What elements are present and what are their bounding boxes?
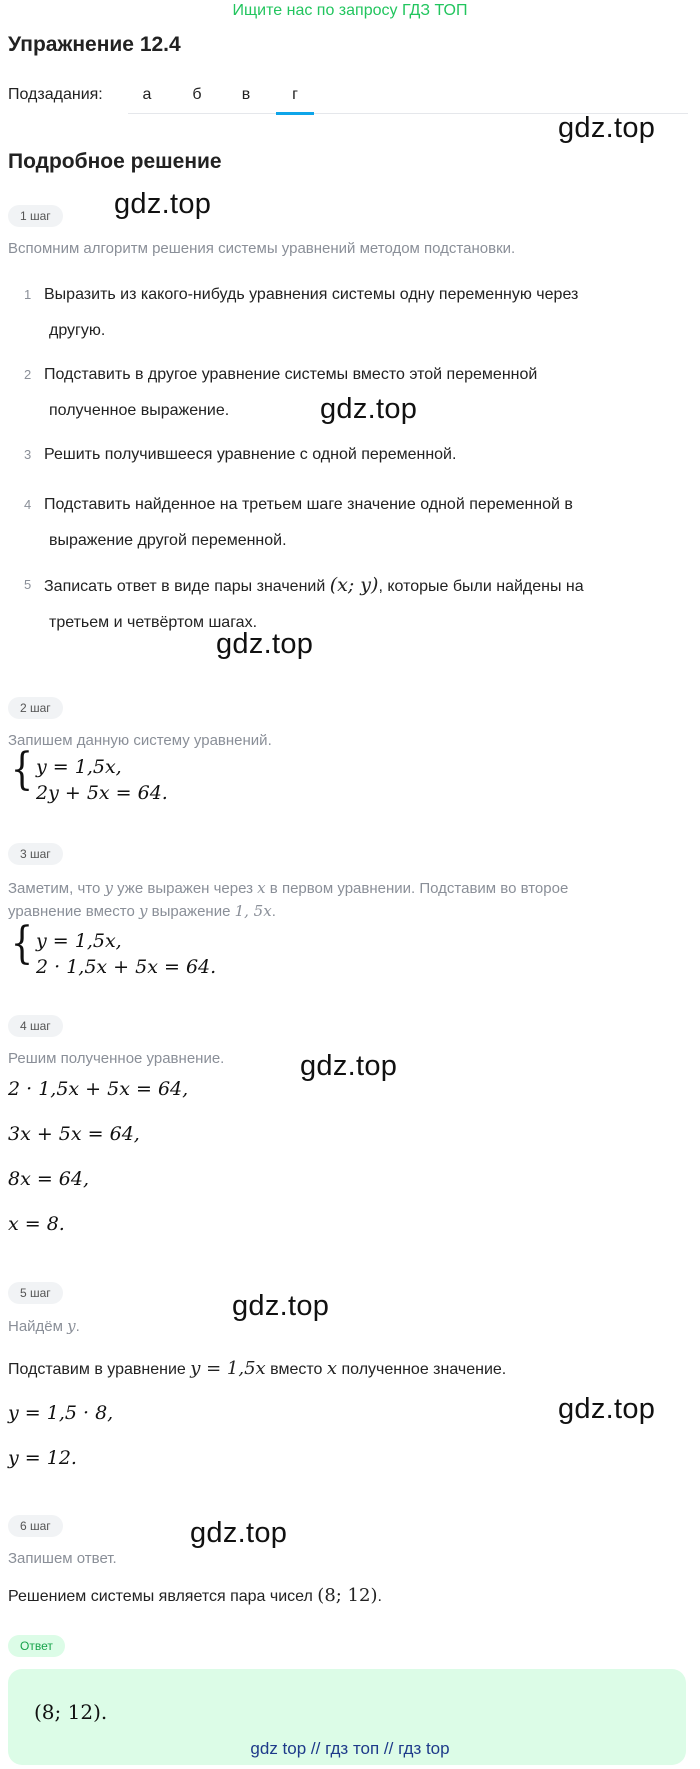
list-number: 1	[24, 287, 32, 302]
subtask-tab-v[interactable]: в	[241, 86, 251, 103]
answer-badge: Ответ	[8, 1635, 65, 1657]
list-item: Подставить в другое уравнение системы вместо этой переменной полученное выражение.	[44, 366, 538, 419]
watermark: gdz.top	[320, 393, 418, 425]
subtask-tab-g[interactable]: г	[292, 86, 298, 103]
step-note: уравнение вместо y выражение 1, 5x.	[8, 902, 276, 920]
step-note: Найдём y.	[8, 1317, 80, 1335]
watermark: gdz.top	[232, 1290, 330, 1322]
subtask-tab-b[interactable]: б	[192, 86, 202, 103]
step-badge: 5 шаг	[8, 1282, 63, 1304]
step-badge: 1 шаг	[8, 205, 63, 227]
list-item: Записать ответ в виде пары значений (x; y), которые были найдены на третьем и четвёртом шагах.	[44, 574, 584, 631]
watermark: gdz.top	[216, 628, 314, 660]
page-title: Упражнение 12.4	[8, 33, 181, 56]
step-badge: 3 шаг	[8, 843, 63, 865]
brace-icon: {	[10, 918, 34, 969]
watermark: gdz.top	[300, 1050, 398, 1082]
list-number: 4	[24, 497, 32, 512]
footer-links[interactable]: gdz top // гдз топ // гдз top	[250, 1739, 450, 1758]
watermark: gdz.top	[558, 112, 656, 144]
list-number: 3	[24, 447, 32, 462]
equation-system: { y = 1,5x, 2 · 1,5x + 5x = 64.	[10, 918, 217, 978]
list-item: Решить получившееся уравнение с одной переменной.	[44, 446, 457, 463]
watermark: gdz.top	[190, 1517, 288, 1549]
step-note: Запишем данную систему уравнений.	[8, 732, 272, 749]
solution-heading: Подробное решение	[8, 150, 222, 173]
top-banner[interactable]: Ищите нас по запросу ГДЗ ТОП	[232, 2, 468, 19]
step-note: Запишем ответ.	[8, 1550, 117, 1567]
list-number: 2	[24, 367, 32, 382]
list-item: Выразить из какого-нибудь уравнения системы одну переменную через другую.	[44, 286, 579, 339]
equation-line: y = 1,5 · 8,	[8, 1402, 114, 1424]
subtasks-label: Подзадания:	[8, 86, 103, 103]
list-number: 5	[24, 577, 32, 592]
equation-line: x = 8.	[8, 1213, 65, 1235]
equation-line: 8x = 64,	[8, 1168, 90, 1190]
list-item: Подставить найденное на третьем шаге значение одной переменной в выражение другой переменной.	[44, 496, 573, 549]
equation-line: 2 · 1,5x + 5x = 64,	[8, 1078, 189, 1100]
watermark: gdz.top	[114, 188, 212, 220]
step-badge: 4 шаг	[8, 1015, 63, 1037]
active-tab-indicator	[276, 112, 314, 115]
equation-line: y = 12.	[8, 1447, 77, 1469]
step-text: Подставим в уравнение y = 1,5x вместо x полученное значение.	[8, 1358, 507, 1379]
watermark: gdz.top	[558, 1393, 656, 1425]
equation-system: { y = 1,5x, 2y + 5x = 64.	[10, 744, 168, 804]
step-note: Заметим, что y уже выражен через x в первом уравнении. Подставим во второе	[8, 879, 569, 897]
step-badge: 6 шаг	[8, 1515, 63, 1537]
answer-value: (8; 12).	[34, 1700, 108, 1724]
brace-icon: {	[10, 744, 34, 795]
subtask-tab-a[interactable]: а	[142, 86, 152, 103]
step-note: Решим полученное уравнение.	[8, 1050, 225, 1067]
step-badge: 2 шаг	[8, 697, 63, 719]
step-note: Вспомним алгоритм решения системы уравнений методом подстановки.	[8, 240, 516, 257]
step-text: Решением системы является пара чисел (8; 12).	[8, 1585, 382, 1606]
equation-line: 3x + 5x = 64,	[8, 1123, 140, 1145]
